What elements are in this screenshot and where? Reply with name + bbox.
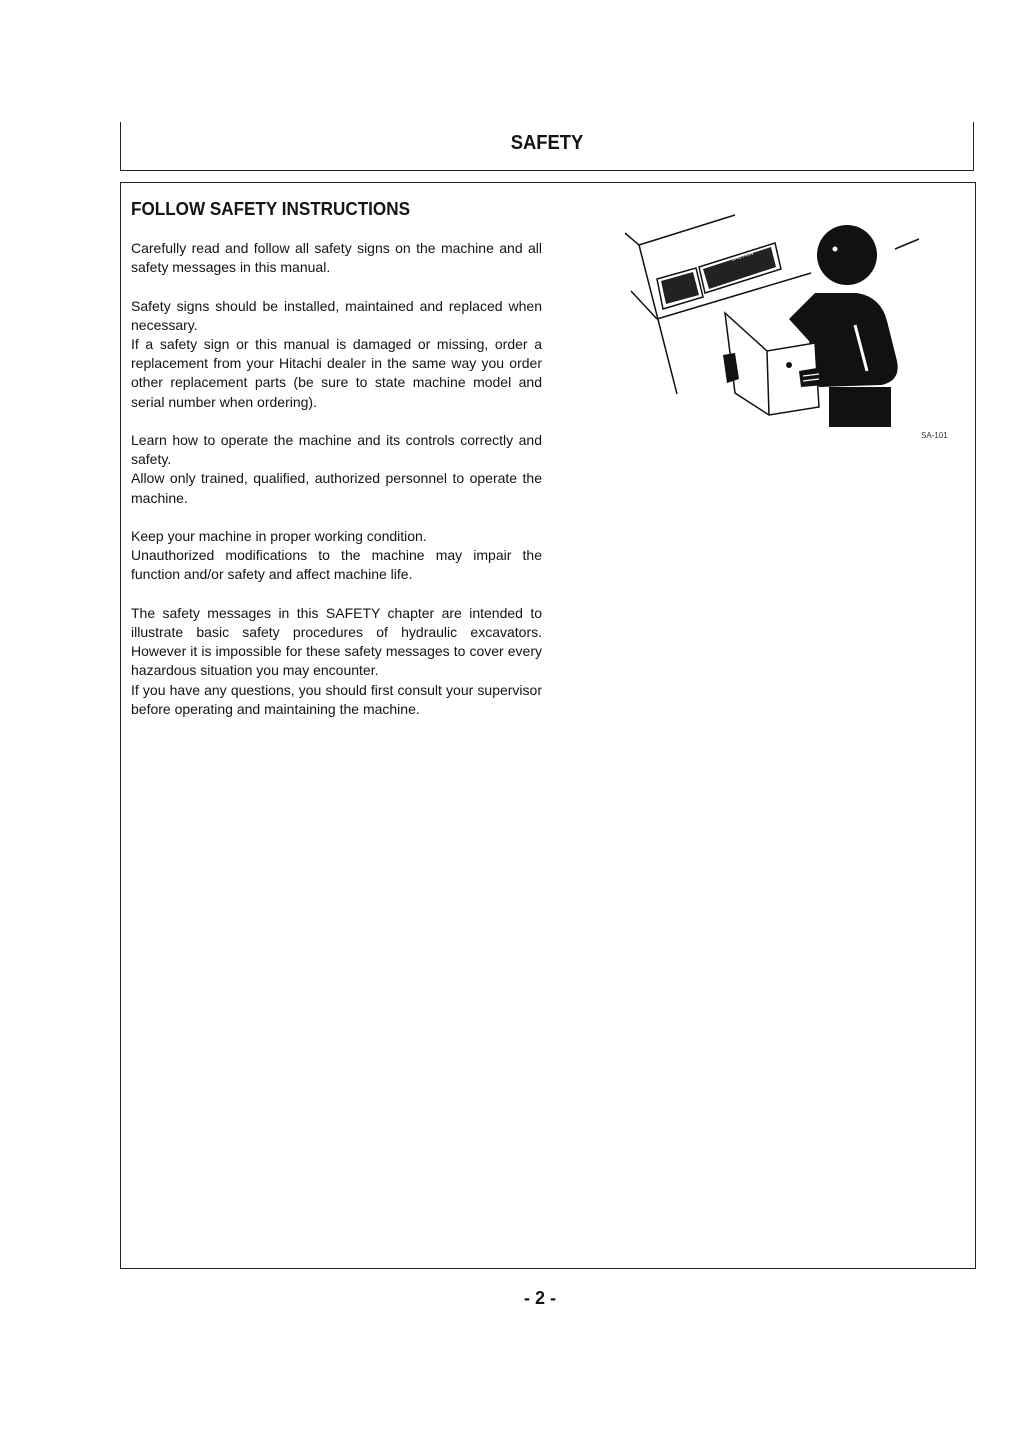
paragraph-line: If a safety sign or this manual is damaged or missing, order a replacement from your Hitachi dealer in the same way you order other replacement parts (be sure to state machine model and serial number when ordering). — [131, 336, 542, 410]
paragraph-line: Allow only trained, qualified, authorized personnel to operate the machine. — [131, 470, 542, 506]
paragraph-line: Unauthorized modifications to the machine may impair the function and/or safety and affect machine life. — [131, 547, 542, 583]
person-reading-manual-icon — [619, 201, 939, 431]
paragraph — [131, 239, 542, 277]
page-number: - 2 - — [523, 1288, 556, 1308]
section-body — [131, 239, 542, 738]
paragraph-line: If you have any questions, you should first consult your supervisor before operating and maintaining the machine. — [131, 681, 542, 717]
paragraph — [131, 297, 542, 412]
paragraph-line: Safety signs should be installed, maintained and replaced when necessary. — [131, 297, 542, 333]
content-frame — [120, 182, 976, 1269]
paragraph-line: Keep your machine in proper working condition. — [131, 528, 427, 544]
chapter-header — [120, 122, 974, 171]
warning-sign-icon — [657, 243, 781, 309]
paragraph — [131, 431, 542, 508]
paragraph-line: Carefully read and follow all safety signs on the machine and all safety messages in this manual. — [131, 240, 542, 276]
chapter-title: SAFETY — [510, 132, 584, 154]
paragraph — [131, 527, 542, 585]
svg-text:CAUTION: CAUTION — [730, 250, 755, 263]
section-title: FOLLOW SAFETY INSTRUCTIONS — [131, 199, 410, 219]
figure-code: SA-101 — [921, 431, 948, 440]
paragraph-line: Learn how to operate the machine and its controls correctly and safety. — [131, 432, 542, 468]
paragraph — [131, 604, 542, 719]
paragraph-line: The safety messages in this SAFETY chapter are intended to illustrate basic safety procedures of hydraulic excavators. However it is impossible for these safety messages to cover every hazardous situation you may encounter. — [131, 604, 542, 679]
